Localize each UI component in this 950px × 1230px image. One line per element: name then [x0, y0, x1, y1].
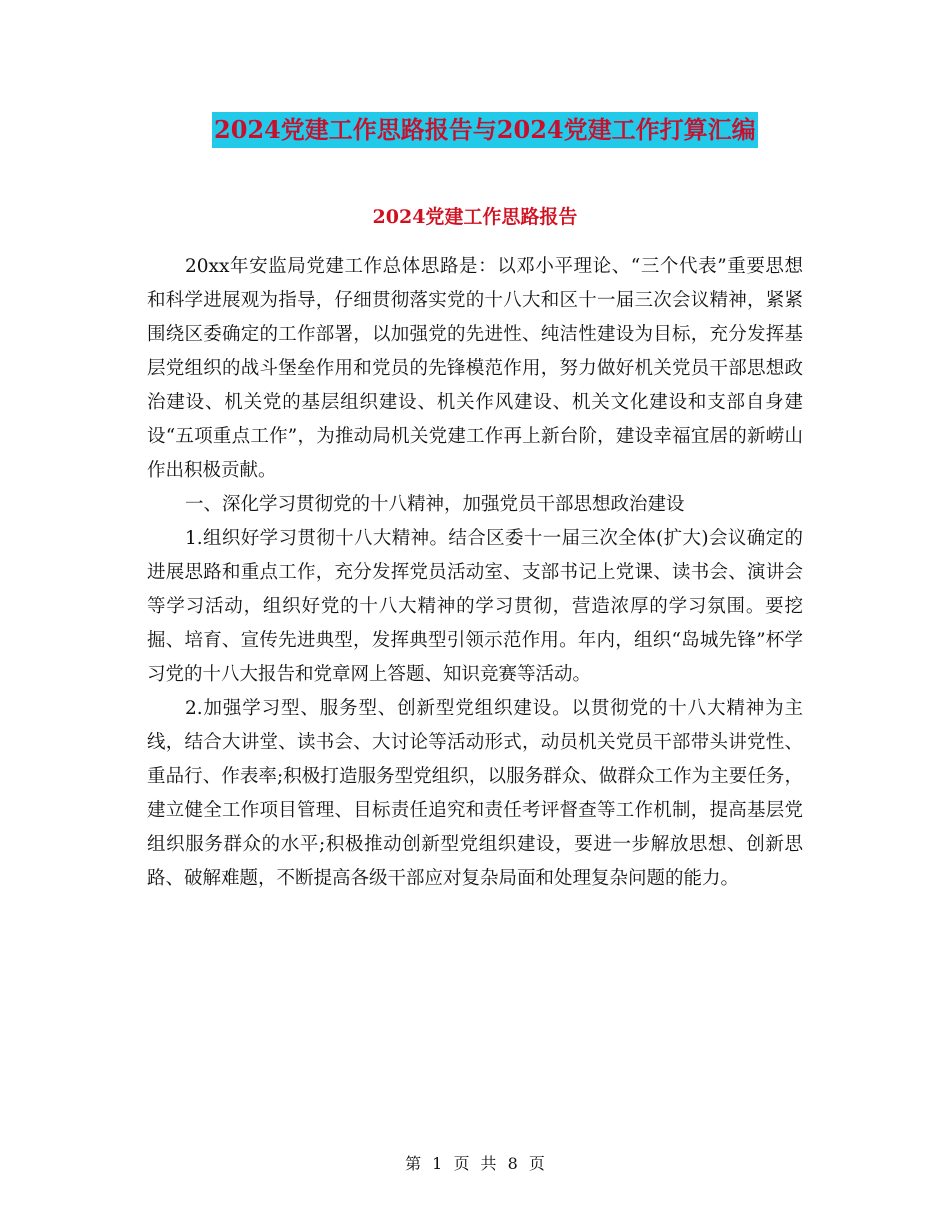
document-title: 2024党建工作思路报告与2024党建工作打算汇编 — [212, 112, 758, 148]
section-heading: 一、深化学习贯彻党的十八精神，加强党员干部思想政治建设 — [185, 494, 685, 515]
document-body — [147, 250, 803, 896]
body-paragraph: 2.加强学习型、服务型、创新型党组织建设。以贯彻党的十八大精神为主线，结合大讲堂、读书会、大讨论等活动形式，动员机关党员干部带头讲党性、重品行、作表率;积极打造服务型党组织，以服务群众、做群众工作为主要任务，建立健全工作项目管理、目标责任追究和责任考评督查等工作机制，提高基层党组织服务群众的水平;积极推动创新型党组织建设，要进一步解放思想、创新思路、破解难题，不断提高各级干部应对复杂局面和处理复杂问题的能力。 — [147, 698, 803, 889]
section-title: 2024党建工作思路报告 — [372, 206, 578, 228]
page-number: 第 1 页 共 8 页 — [405, 1154, 545, 1173]
intro-paragraph: 20xx年安监局党建工作总体思路是：以邓小平理论、“三个代表”重要思想和科学进展观为指导，仔细贯彻落实党的十八大和区十一届三次会议精神，紧紧围绕区委确定的工作部署，以加强党的先进性、纯洁性建设为目标，充分发挥基层党组织的战斗堡垒作用和党员的先锋模范作用，努力做好机关党员干部思想政治建设、机关党的基层组织建设、机关作风建设、机关文化建设和支部自身建设“五项重点工作”，为推动局机关党建工作再上新台阶，建设幸福宜居的新崂山作出积极贡献。 — [147, 256, 803, 481]
body-paragraph: 1.组织好学习贯彻十八大精神。结合区委十一届三次全体(扩大)会议确定的进展思路和重点工作，充分发挥党员活动室、支部书记上党课、读书会、演讲会等学习活动，组织好党的十八大精神的学习贯彻，营造浓厚的学习氛围。要挖掘、培育、宣传先进典型，发挥典型引领示范作用。年内，组织“岛城先锋”杯学习党的十八大报告和党章网上答题、知识竞赛等活动。 — [147, 528, 803, 685]
